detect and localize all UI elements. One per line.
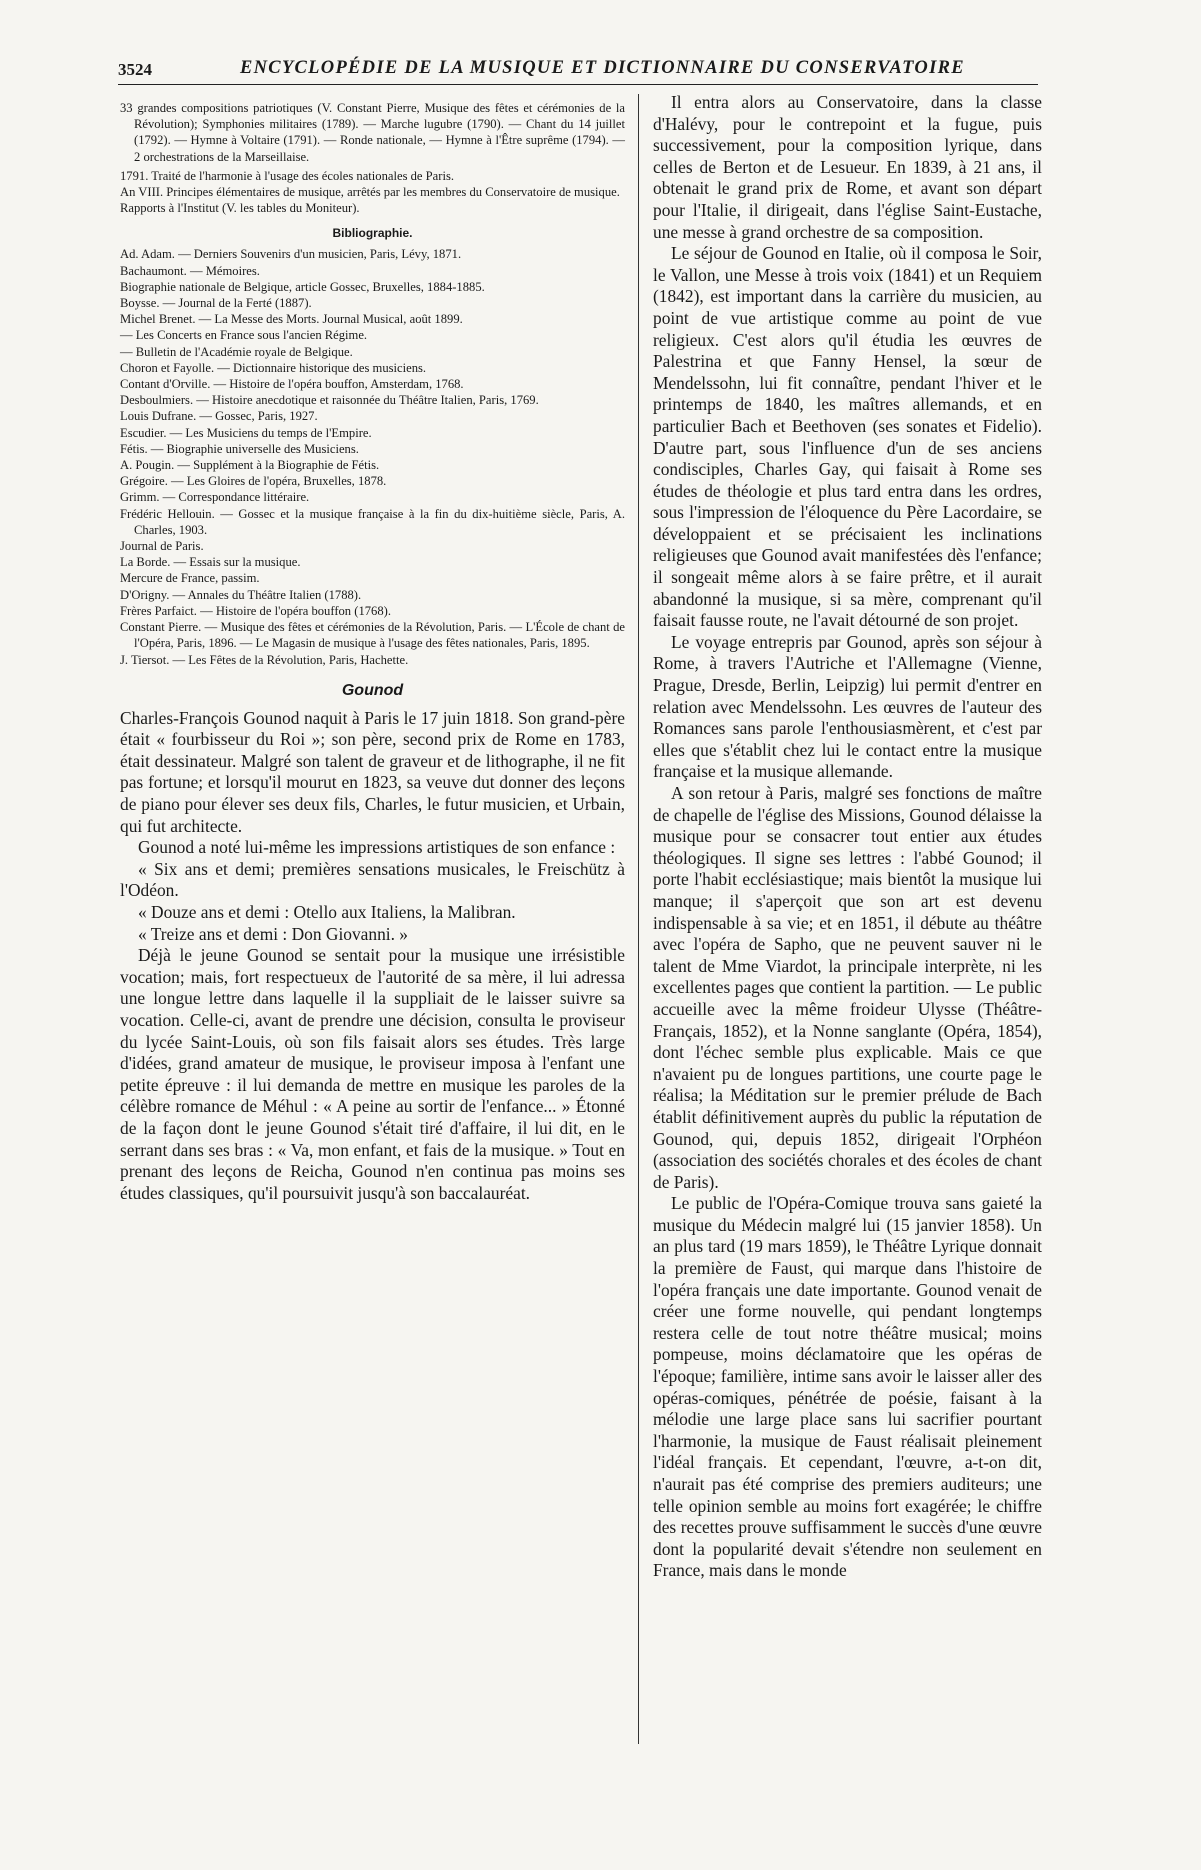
- bibliography-heading: Bibliographie.: [332, 226, 413, 241]
- bibliography-entry: Michel Brenet. — La Messe des Morts. Journal Musical, août 1899.: [120, 312, 463, 327]
- bibliography-entry: Grégoire. — Les Gloires de l'opéra, Bruxelles, 1878.: [120, 474, 387, 489]
- bibliography-entry: Louis Dufrane. — Gossec, Paris, 1927.: [120, 409, 318, 424]
- page-number: 3524: [118, 60, 152, 79]
- bibliography-entry: Frères Parfaict. — Histoire de l'opéra bouffon (1768).: [120, 603, 391, 618]
- bibliography-entry: Mercure de France, passim.: [120, 571, 260, 586]
- bibliography-entry: Choron et Fayolle. — Dictionnaire historique des musiciens.: [120, 360, 427, 375]
- bibliography-entry: — Bulletin de l'Académie royale de Belgique.: [120, 344, 353, 359]
- body-paragraph: Le séjour de Gounod en Italie, où il composa le Soir, le Vallon, une Messe à trois voix (1841) et un Requiem (1842), est important dans la carrière du musicien, au point de vue artistique comme au point de vue religieux. C'est alors qu'il étudia les œuvres de Palestrina et que Fanny Hensel, la sœur de Mendelssohn, lui fit connaître, pendant l'hiver et le printemps de 1840, les maîtres allemands, et en particulier Bach et Beethoven (ses sonates et Fidelio). D'autre part, sous l'influence d'un de ses anciens condisciples, Charles Gay, qui faisait à Rome ses études de théologie et plus tard entra dans les ordres, sous l'impression de l'éloquence du Père Lacordaire, se développaient et se précisaient les inclinations religieuses que Gounod avait manifestées dès l'enfance; il songeait même alors à se faire prêtre, et il aurait abandonné la musique, si sa mère, comprenant qu'il faisait fausse route, ne l'avait détourné de son projet.: [653, 243, 1042, 631]
- body-paragraph: « Six ans et demi; premières sensations musicales, le Freischütz à l'Odéon.: [120, 858, 625, 901]
- body-paragraph: Le public de l'Opéra-Comique trouva sans gaieté la musique du Médecin malgré lui (15 janvier 1858). Un an plus tard (19 mars 1859), le Théâtre Lyrique donnait la première de Faust, qui marque dans l'histoire de l'opéra français une date importante. Gounod venait de créer une forme nouvelle, qui pendant longtemps restera celle de tout notre théâtre musical; moins pompeuse, moins déclamatoire que les opéras de l'époque; familière, intime sans avoir le laisser aller des opéras-comiques, pénétrée de poésie, faisant à la mélodie une large place sans lui sacrifier pourtant l'harmonie, la musique de Faust réalisait pleinement l'idéal français. Et cependant, l'œuvre, a-t-on dit, n'aurait pas été comprise des premiers auditeurs; une telle opinion semble au moins fort exagérée; le chiffre des recettes prouve suffisamment le succès d'une œuvre dont la popularité devait s'étendre non seulement en France, mais dans le monde: [653, 1193, 1042, 1581]
- left-body-text: [120, 708, 625, 1205]
- body-paragraph: A son retour à Paris, malgré ses fonctions de maître de chapelle de l'église des Missions, Gounod délaisse la musique pour se consacrer tout entier aux études théologiques. Il signe ses lettres : l'abbé Gounod; il porte l'habit ecclésiastique; mais bientôt la musique lui manque; il s'aperçoit que son art est devenu indispensable à sa vie; et en 1851, il débute au théâtre avec l'opéra de Sapho, que ne peuvent sauver ni le talent de Mme Viardot, la principale interprète, ni les excellentes pages que contient la partition. — Le public accueille avec la même froideur Ulysse (Théâtre-Français, 1852), et la Nonne sanglante (Opéra, 1854), dont l'échec semble plus explicable. Mais ce que n'avaient pu de longues partitions, une courte page le réalisa; la Méditation sur le premier prélude de Bach établit définitivement auprès du public la réputation de Gounod, qui, depuis 1852, dirigeait l'Orphéon (association des sociétés chorales et des écoles de chant de Paris).: [653, 783, 1042, 1192]
- left-column: [120, 100, 625, 1204]
- works-list: [120, 100, 625, 216]
- bibliography-list: [120, 246, 625, 667]
- column-divider: [638, 94, 639, 1744]
- bibliography-entry: D'Origny. — Annales du Théâtre Italien (1788).: [120, 587, 362, 602]
- works-item: 1791. Traité de l'harmonie à l'usage des écoles nationales de Paris.: [120, 168, 454, 183]
- body-paragraph: « Douze ans et demi : Otello aux Italiens, la Malibran.: [138, 902, 516, 923]
- body-paragraph: Il entra alors au Conservatoire, dans la classe d'Halévy, pour le contrepoint et la fugue, puis successivement, pour la composition lyrique, dans celles de Berton et de Lesueur. En 1839, à 21 ans, il obtenait le grand prix de Rome, et avant son départ pour l'Italie, il dirigeait, dans l'église Saint-Eustache, une messe à grand orchestre de sa composition.: [653, 92, 1042, 242]
- body-paragraph: Charles-François Gounod naquit à Paris le 17 juin 1818. Son grand-père était « fourbisseur du Roi »; son père, second prix de Rome en 1783, était dessinateur. Malgré son talent de graveur et de lithographe, il ne fit pas fortune; et lorsqu'il mourut en 1823, sa veuve dut donner des leçons de piano pour élever ses deux fils, Charles, le futur musicien, et Urbain, qui fut architecte.: [120, 707, 625, 836]
- section-title: Gounod: [341, 681, 404, 699]
- body-paragraph: « Treize ans et demi : Don Giovanni. »: [138, 923, 409, 944]
- running-title: ENCYCLOPÉDIE DE LA MUSIQUE ET DICTIONNAIRE DU CONSERVATOIRE: [240, 58, 965, 78]
- right-column: [653, 92, 1042, 1582]
- works-item: An VIII. Principes élémentaires de musique, arrêtés par les membres du Conservatoire de musique.: [120, 185, 620, 200]
- bibliography-entry: Contant d'Orville. — Histoire de l'opéra bouffon, Amsterdam, 1768.: [120, 377, 464, 392]
- bibliography-entry: Ad. Adam. — Derniers Souvenirs d'un musicien, Paris, Lévy, 1871.: [120, 247, 462, 262]
- body-paragraph: Déjà le jeune Gounod se sentait pour la musique une irrésistible vocation; mais, fort respectueux de l'autorité de sa mère, il lui adressa une longue lettre dans laquelle il la suppliait de le laisser suivre sa vocation. Celle-ci, avant de prendre une décision, consulta le proviseur du lycée Saint-Louis, où son fils faisait alors ses études. Très large d'idées, grand amateur de musique, le proviseur imposa à l'enfant une petite épreuve : il lui demanda de mettre en musique les paroles de la célèbre romance de Méhul : « A peine au sortir de l'enfance... » Étonné de la façon dont le jeune Gounod s'était tiré d'affaire, il lui dit, en le serrant dans ses bras : « Va, mon enfant, et fais de la musique. » Tout en prenant des leçons de Reicha, Gounod n'en continua pas moins ses études classiques, qu'il poursuivit jusqu'à son baccalauréat.: [120, 945, 625, 1203]
- bibliography-entry: J. Tiersot. — Les Fêtes de la Révolution, Paris, Hachette.: [120, 652, 409, 667]
- bibliography-entry: Grimm. — Correspondance littéraire.: [120, 490, 310, 505]
- bibliography-entry: Frédéric Hellouin. — Gossec et la musique française à la fin du dix-huitième siècle, Paris, A. Charles, 1903.: [120, 506, 625, 537]
- bibliography-entry: Desboulmiers. — Histoire anecdotique et raisonnée du Théâtre Italien, Paris, 1769.: [120, 393, 539, 408]
- body-paragraph: Gounod a noté lui-même les impressions artistiques de son enfance :: [138, 837, 616, 858]
- right-body-text: [653, 92, 1042, 1582]
- bibliography-entry: Journal de Paris.: [120, 539, 204, 554]
- bibliography-entry: Boysse. — Journal de la Ferté (1887).: [120, 296, 312, 311]
- bibliography-entry: Constant Pierre. — Musique des fêtes et cérémonies de la Révolution, Paris. — L'École de chant de l'Opéra, Paris, 1896. — Le Magasin de musique à l'usage des fêtes nationales, Paris, 1895.: [120, 620, 625, 651]
- bibliography-entry: La Borde. — Essais sur la musique.: [120, 555, 301, 570]
- body-paragraph: Le voyage entrepris par Gounod, après son séjour à Rome, à travers l'Autriche et l'Allemagne (Vienne, Prague, Dresde, Berlin, Leipzig) lui permit d'entrer en relation avec Mendelssohn. Les œuvres de l'auteur des Romances sans parole l'enthousiasmèrent, et c'est par elles que s'établit chez lui le contact entre la musique française et la musique allemande.: [653, 631, 1042, 782]
- works-item: Rapports à l'Institut (V. les tables du Moniteur).: [120, 201, 360, 216]
- bibliography-entry: A. Pougin. — Supplément à la Biographie de Fétis.: [120, 458, 380, 473]
- bibliography-entry: Fétis. — Biographie universelle des Musiciens.: [120, 441, 359, 456]
- bibliography-entry: Bachaumont. — Mémoires.: [120, 263, 260, 278]
- works-item: 33 grandes compositions patriotiques (V. Constant Pierre, Musique des fêtes et cérémonies de la Révolution); Symphonies militaires (1789). — Marche lugubre (1790). — Chant du 14 juillet (1792). — Hymne à Voltaire (1791). — Ronde nationale, — Hymne à l'Être suprême (1794). — 2 orchestrations de la Marseillaise.: [120, 101, 625, 164]
- bibliography-entry: Escudier. — Les Musiciens du temps de l'Empire.: [120, 425, 372, 440]
- bibliography-entry: Biographie nationale de Belgique, article Gossec, Bruxelles, 1884-1885.: [120, 279, 485, 294]
- bibliography-entry: — Les Concerts en France sous l'ancien Régime.: [120, 328, 368, 343]
- page-header: [118, 58, 1038, 85]
